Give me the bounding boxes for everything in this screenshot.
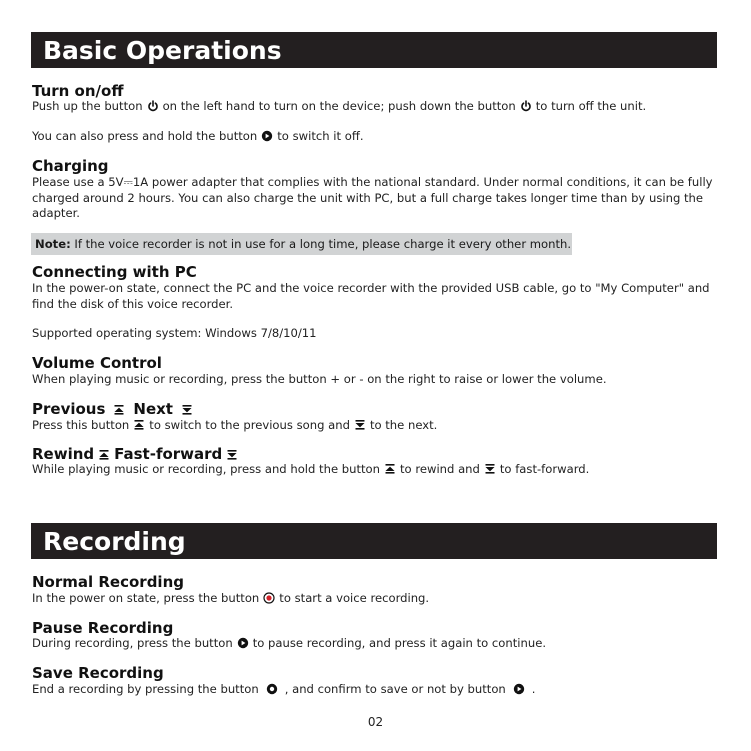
paragraph-save-recording: End a recording by pressing the button , and confirm to save or not by button . <box>32 682 536 696</box>
note-label: Note: <box>35 237 71 251</box>
section-title-text: Recording <box>43 526 186 556</box>
heading-previous-next: Previous Next <box>32 401 201 418</box>
paragraph-previous-next: Press this button to switch to the previous song and to the next. <box>32 418 438 432</box>
paragraph-turn-on-off: Push up the button on the left hand to turn on the device; push down the button to turn off the unit. <box>32 99 647 113</box>
next-icon <box>181 404 193 416</box>
previous-icon <box>384 463 396 475</box>
heading-connecting-pc: Connecting with PC <box>32 263 197 281</box>
paragraph-charging: Please use a 5V⎓1A power adapter that complies with the national standard. Under normal conditions, it can be fully charged around 2 hours. You can also charge the unit with PC, but a full charge takes longer time than by using the adapter. <box>32 175 713 220</box>
heading-rewind-ff: Rewind Fast-forward <box>32 446 242 463</box>
next-icon <box>484 463 496 475</box>
paragraph-rewind-ff: While playing music or recording, press and hold the button to rewind and to fast-forward. <box>32 462 590 476</box>
previous-icon <box>98 449 110 461</box>
power-icon <box>147 100 159 112</box>
previous-icon <box>133 419 145 431</box>
paragraph-normal-recording: In the power on state, press the button to start a voice recording. <box>32 591 430 605</box>
section-title-recording <box>31 523 717 559</box>
power-icon <box>520 100 532 112</box>
next-icon <box>354 419 366 431</box>
page-number: 02 <box>367 715 384 729</box>
record-icon <box>263 592 275 604</box>
heading-pause-recording: Pause Recording <box>32 619 174 637</box>
paragraph-supported-os: Supported operating system: Windows 7/8/10/11 <box>32 326 317 340</box>
play-icon <box>237 637 249 649</box>
heading-save-recording: Save Recording <box>32 664 164 682</box>
heading-charging: Charging <box>32 157 109 175</box>
heading-volume-control: Volume Control <box>32 354 162 372</box>
note-text: If the voice recorder is not in use for a long time, please charge it every other month. <box>74 237 572 251</box>
paragraph-press-hold: You can also press and hold the button to switch it off. <box>32 129 364 143</box>
play-icon <box>261 130 273 142</box>
stop-icon <box>266 683 278 695</box>
note-box <box>31 233 572 255</box>
section-title-text: Basic Operations <box>43 35 282 65</box>
paragraph-connecting-pc: In the power-on state, connect the PC and the voice recorder with the provided USB cable, go to "My Computer" and find the disk of this voice recorder. <box>32 281 710 311</box>
next-icon <box>226 449 238 461</box>
previous-icon <box>113 404 125 416</box>
heading-normal-recording: Normal Recording <box>32 573 184 591</box>
paragraph-volume-control: When playing music or recording, press the button + or - on the right to raise or lower the volume. <box>32 372 607 386</box>
play-icon <box>513 683 525 695</box>
paragraph-pause-recording: During recording, press the button to pause recording, and press it again to continue. <box>32 636 547 650</box>
heading-turn-on-off: Turn on/off <box>32 82 124 100</box>
section-title-basic-operations <box>31 32 717 68</box>
